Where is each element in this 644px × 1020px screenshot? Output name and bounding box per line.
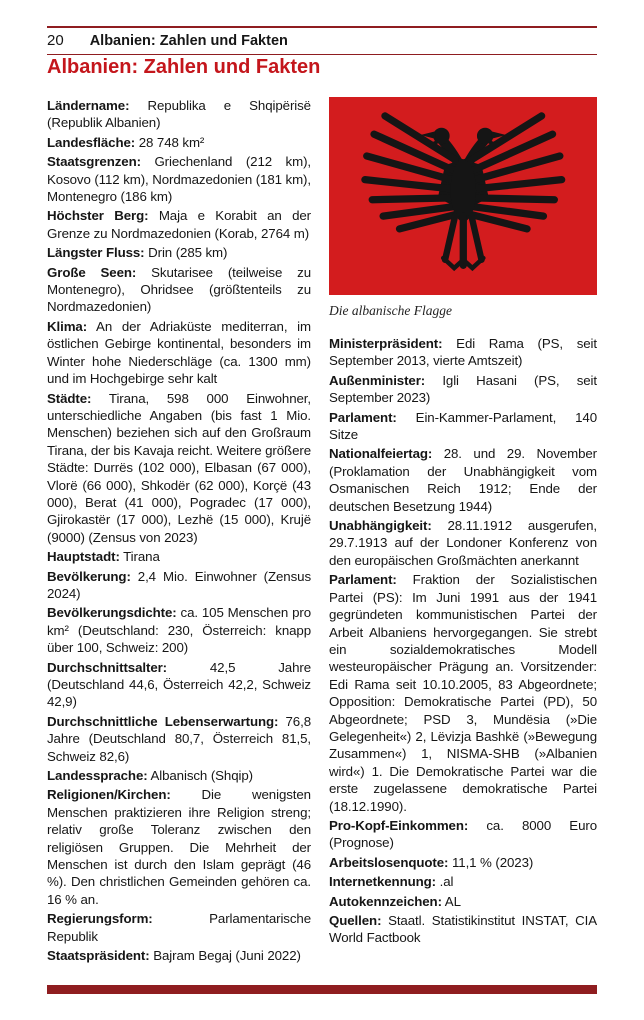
fact-label: Arbeitslosenquote: (329, 854, 449, 870)
fact-text: Parlamentarische Republik (47, 911, 311, 944)
fact-entry (47, 318, 311, 388)
fact-entry (329, 817, 597, 852)
fact-entry (47, 264, 311, 316)
fact-text: Igli Hasani (PS, seit September 2023) (329, 372, 597, 406)
fact-entry (329, 445, 597, 515)
fact-entry (47, 244, 311, 261)
fact-text: Staatl. Statistikinstitut INSTAT, CIA World Factbook (329, 913, 597, 946)
fact-label: Quellen: (329, 913, 382, 928)
fact-label: Klima: (47, 318, 88, 334)
page-title: Albanien: Zahlen und Fakten (47, 56, 321, 78)
fact-label: Höchster Berg: (47, 208, 149, 224)
fact-entry (329, 517, 597, 569)
fact-text: 28. und 29. November (Proklamation der Unabhängigkeit vom Osmanischen Reich 1912; Ende der deutschen Besetzung 1944) (329, 446, 597, 514)
fact-text: Edi Rama (PS, seit September 2013, vierte Amtszeit) (329, 336, 597, 369)
running-head (47, 26, 597, 55)
fact-entry (47, 390, 311, 547)
fact-entry (329, 873, 597, 890)
fact-label: Autokennzeichen: (329, 893, 442, 909)
fact-text: Maja e Korabit an der Grenze zu Nordmazedonien (Korab, 2764 m) (47, 208, 311, 241)
fact-label: Städte: (47, 390, 92, 406)
fact-text: Republika e Shqipërisë (Republik Albanien) (47, 98, 311, 131)
fact-entry (329, 912, 597, 947)
footer-rule-bar (47, 985, 597, 994)
fact-entry (47, 97, 311, 132)
fact-text: AL (444, 893, 461, 909)
fact-entry (47, 134, 311, 151)
fact-text: 42,5 Jahre (Deutschland 44,6, Österreich 42,2, Schweiz 42,9) (47, 659, 311, 710)
fact-entry (47, 207, 311, 242)
running-head-title: Albanien: Zahlen und Fakten (89, 33, 288, 49)
fact-text: .al (439, 874, 454, 890)
fact-text: ca. 105 Menschen pro km² (Deutschland: 230, Österreich: knapp über 100, Schweiz: 200) (47, 605, 311, 656)
fact-text: Tirana (123, 549, 160, 565)
fact-entry (47, 786, 311, 908)
albanian-double-headed-eagle-icon (354, 105, 573, 287)
left-column (47, 97, 311, 967)
fact-entry (329, 409, 597, 444)
fact-entry (47, 548, 311, 565)
fact-label: Bevölkerungsdichte: (47, 605, 177, 621)
fact-label: Religionen/Kirchen: (47, 787, 171, 803)
fact-text: Skutarisee (teilweise zu Montenegro), Ohridsee (größtenteils zu Nordmazedonien) (47, 264, 311, 315)
fact-text: 11,1 % (2023) (451, 854, 534, 870)
fact-label: Durchschnittsalter: (47, 659, 168, 675)
fact-entry (47, 659, 311, 711)
fact-label: Ministerpräsident: (329, 336, 443, 351)
page-number: 20 (47, 32, 64, 49)
right-column-facts (329, 335, 597, 947)
fact-entry (329, 893, 597, 910)
fact-text: 2,4 Mio. Einwohner (Zensus 2024) (47, 568, 311, 601)
fact-text: Albanisch (Shqip) (150, 768, 253, 784)
fact-text: Tirana, 598 000 Einwohner, unterschiedliche Angaben (bis fast 1 Mio. Menschen) beziehen sich auf den Großraum Tirana, der bis Kavaja reicht. Weitere größere Städte: Durrës (102 000), Elbasan (67 000), Vlorë (66 000), Shkodër (62 000), Korçë (43 000), Berat (41 000), Pogradec (17 000), Gjirokastër (17 000), Lezhë (15 000), Krujë (9000) (Zensus von 2023) (47, 390, 311, 545)
fact-text: Ein-Kammer-Parlament, 140 Sitze (329, 409, 597, 443)
fact-label: Landessprache: (47, 768, 148, 784)
fact-entry (47, 568, 311, 603)
fact-text: ca. 8000 Euro (Prognose) (329, 817, 597, 851)
fact-entry (47, 604, 311, 656)
fact-label: Große Seen: (47, 264, 137, 280)
fact-text: Fraktion der Sozialistischen Partei (PS): Im Juni 1991 aus der 1941 gegründeten kommunistischen Partei der Arbeit Albaniens hervorgegangen. Sie strebt ein sozialdemokratisches Modell westeuropäischer Prägung an. Vorsitzender: Edi Rama seit 10.10.2005, 83 Abgeordnete; Opposition: Demokratische Partei (PD), 50 Abgeordnete; PSD 3, Mundësia (»Die Gelegenheit«) 2, Lëvizja Bashkë (»Bewegung Zusammen«) 1, NISMA-SHB (»Albanien wird«) 1. Die Demokratische Partei war die erste zugelassene demokratische Partei (18.12.1990). (329, 572, 597, 814)
fact-label: Bevölkerung: (47, 568, 131, 584)
right-column (329, 97, 597, 949)
fact-label: Längster Fluss: (47, 245, 145, 261)
fact-label: Pro-Kopf-Einkommen: (329, 817, 469, 833)
fact-entry (329, 854, 597, 871)
fact-entry (47, 947, 311, 964)
fact-text: Griechenland (212 km), Kosovo (112 km), Nordmazedonien (181 km), Montenegro (186 km) (47, 154, 311, 205)
fact-label: Nationalfeiertag: (329, 446, 433, 462)
fact-label: Staatsgrenzen: (47, 154, 141, 170)
fact-text: Drin (285 km) (148, 245, 228, 261)
flag-image (329, 97, 597, 295)
fact-text: An der Adriaküste mediterran, im östlichen Gebirge kontinental, besonders im Winter hohe Niederschläge (ca. 1300 mm) und im Hochgebirge sehr kalt (47, 318, 311, 387)
fact-label: Außenminister: (329, 372, 426, 388)
fact-label: Durchschnittliche Lebenserwartung: (47, 713, 279, 729)
left-column-facts (47, 97, 311, 965)
fact-text: Bajram Begaj (Juni 2022) (153, 948, 301, 964)
fact-label: Ländername: (47, 98, 130, 113)
fact-label: Hauptstadt: (47, 549, 120, 565)
fact-label: Parlament: (329, 572, 397, 588)
fact-entry (47, 910, 311, 945)
fact-label: Unabhängigkeit: (329, 518, 432, 534)
two-column-layout (47, 97, 597, 967)
fact-label: Parlament: (329, 409, 397, 425)
fact-text: 28 748 km² (138, 134, 205, 150)
fact-entry (47, 767, 311, 784)
fact-entry (329, 571, 597, 815)
fact-text: 76,8 Jahre (Deutschland 80,7, Österreich 81,5, Schweiz 82,6) (47, 713, 311, 764)
fact-label: Internetkennung: (329, 874, 436, 890)
fact-label: Staatspräsident: (47, 948, 150, 964)
fact-entry (329, 372, 597, 407)
flag-caption: Die albanische Flagge (329, 303, 452, 318)
fact-entry (47, 153, 311, 205)
fact-text: 28.11.1912 ausgerufen, 29.7.1913 auf der Londoner Konferenz von den europäischen Großmächten anerkannt (329, 518, 597, 568)
fact-text: Die wenigsten Menschen praktizieren ihre Religion streng; relativ große Toleranz zwischen den religiösen Gruppen. Die Mehrheit der Menschen ist durch den Islam geprägt (46 %). Den christlichen Gemeinden gehören ca. 16 % an. (47, 787, 311, 907)
fact-entry (47, 713, 311, 765)
flag-figure (329, 97, 597, 319)
fact-label: Landesfläche: (47, 134, 136, 150)
fact-entry (329, 335, 597, 370)
fact-label: Regierungsform: (47, 911, 153, 927)
